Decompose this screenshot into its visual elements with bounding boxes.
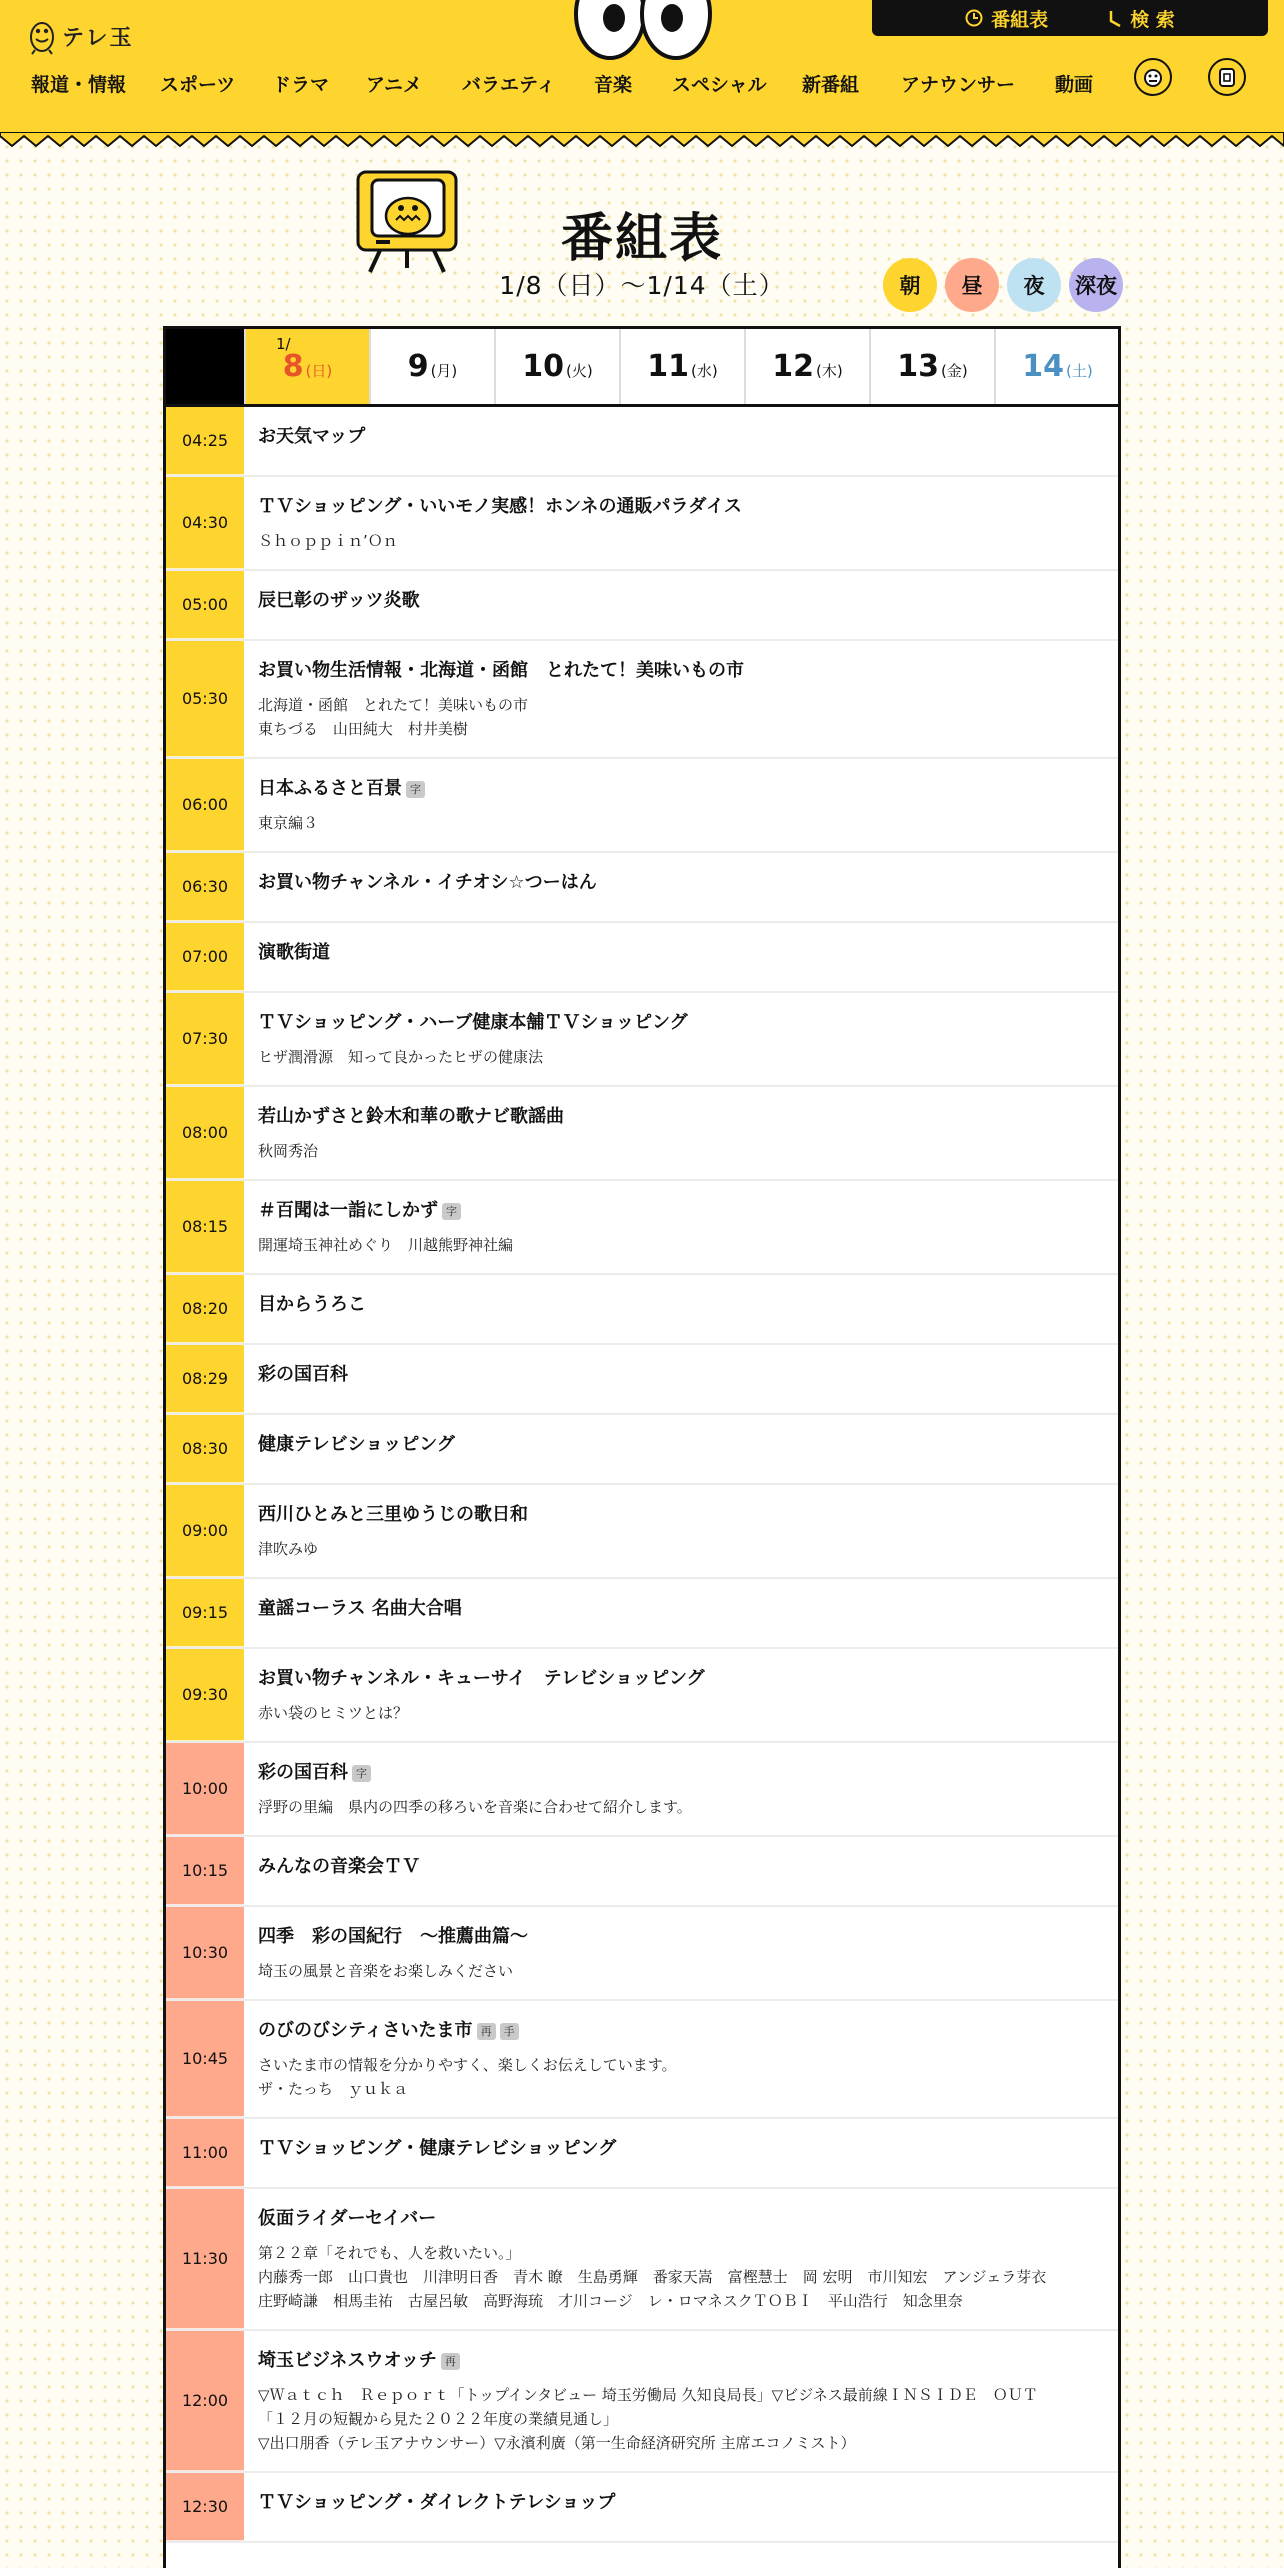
program-description-line: さいたま市の情報を分かりやすく、楽しくお伝えしています。 — [258, 2056, 677, 2074]
day-tab[interactable] — [244, 329, 369, 404]
day-tab-weekday: (水) — [691, 362, 718, 380]
program-title-link[interactable] — [258, 1925, 1104, 1949]
program-description-line: 東京編３ — [258, 814, 319, 832]
program-description — [258, 1045, 1104, 1069]
program-badge: 再 — [477, 2023, 496, 2040]
program-content — [244, 923, 1118, 991]
program-description — [258, 529, 1104, 553]
program-row — [166, 1275, 1118, 1345]
program-content — [244, 407, 1118, 475]
site-logo[interactable] — [28, 14, 134, 58]
program-description — [258, 1233, 1104, 1257]
program-time: 08:00 — [166, 1087, 244, 1179]
program-description-line: 赤い袋のヒミツとは？ — [258, 1704, 409, 1722]
day-tab-date: 13 — [897, 349, 940, 384]
clock-icon — [965, 9, 983, 27]
nav-sports[interactable]: スポーツ — [160, 74, 236, 96]
program-description — [258, 2053, 1104, 2101]
program-time: 08:29 — [166, 1345, 244, 1413]
program-content — [244, 1485, 1118, 1577]
program-content — [244, 1837, 1118, 1905]
day-tab[interactable] — [369, 329, 494, 404]
program-time: 08:15 — [166, 1181, 244, 1273]
nav-drama[interactable]: ドラマ — [272, 74, 330, 96]
tod-noon-button[interactable]: 昼 — [945, 258, 999, 312]
program-title: 埼玉ビジネスウオッチ — [258, 2350, 437, 2371]
program-description-line: 内藤秀一郎 山口貴也 川津明日香 青木 瞭 生島勇輝 番家天嵩 富樫慧士 岡 宏明 市川知宏 アンジェラ芽衣 — [258, 2268, 1047, 2286]
tele-tama-mascot-icon[interactable] — [1134, 58, 1172, 96]
nav-announcers[interactable]: アナウンサー — [901, 74, 1016, 96]
program-title: 日本ふるさと百景 — [258, 778, 402, 799]
program-title-link[interactable] — [258, 495, 1104, 519]
program-description — [258, 2241, 1104, 2313]
program-time: 07:00 — [166, 923, 244, 991]
program-content — [244, 571, 1118, 639]
program-row — [166, 853, 1118, 923]
program-row — [166, 477, 1118, 571]
program-time: 04:30 — [166, 477, 244, 569]
program-description — [258, 693, 1104, 741]
logo-text: テレ玉 — [62, 25, 134, 51]
program-title-link[interactable] — [258, 589, 1104, 613]
program-description — [258, 2383, 1104, 2455]
program-title: のびのびシティさいたま市 — [258, 2020, 473, 2041]
program-title-link[interactable] — [258, 1293, 1104, 1317]
schedule-link-label: 番組表 — [991, 8, 1049, 31]
program-title: 辰巳彰のザッツ炎歌 — [258, 590, 420, 611]
program-content — [244, 1907, 1118, 1999]
day-tab[interactable] — [869, 329, 994, 404]
program-time: 04:25 — [166, 407, 244, 475]
program-row — [166, 923, 1118, 993]
program-row — [166, 1485, 1118, 1579]
program-time: 10:15 — [166, 1837, 244, 1905]
day-tab-weekday: (月) — [430, 362, 458, 380]
nav-music[interactable]: 音楽 — [594, 74, 633, 96]
program-row — [166, 407, 1118, 477]
program-title: 仮面ライダーセイバー — [258, 2208, 437, 2229]
program-title-link[interactable] — [258, 1855, 1104, 1879]
program-description-line: 埼玉の風景と音楽をお楽しみください — [258, 1962, 514, 1980]
program-time: 10:45 — [166, 2001, 244, 2117]
program-title: みんなの音楽会ＴＶ — [258, 1856, 420, 1877]
program-description — [258, 1139, 1104, 1163]
program-title-link[interactable] — [258, 2349, 1104, 2373]
program-title: ＴＶショッピング・健康テレビショッピング — [258, 2138, 617, 2159]
program-content — [244, 1743, 1118, 1835]
program-description-line: 北海道・函館 とれたて！美味いもの市 — [258, 696, 529, 714]
program-title: 彩の国百科 — [258, 1762, 348, 1783]
day-tab[interactable] — [619, 329, 744, 404]
mascot-eyes-icon — [568, 0, 718, 62]
program-description — [258, 1701, 1104, 1725]
program-description-line: 第２２章「それでも、人を救いたい。」 — [258, 2244, 521, 2262]
day-tab-date: 12 — [772, 349, 815, 384]
day-tab-weekday: (火) — [566, 362, 593, 380]
program-time: 12:30 — [166, 2473, 244, 2541]
program-description-line: 庄野崎謙 相馬圭祐 古屋呂敏 高野海琉 才川コージ レ・ロマネスクＴＯＢＩ 平山浩行 知念里奈 — [258, 2292, 963, 2310]
program-content — [244, 1345, 1118, 1413]
day-tab-weekday: (土) — [1066, 362, 1093, 380]
program-row — [166, 2189, 1118, 2331]
program-time: 05:00 — [166, 571, 244, 639]
nav-special[interactable]: スペシャル — [672, 74, 767, 96]
day-tabs — [166, 329, 1118, 407]
program-content — [244, 2001, 1118, 2117]
program-title-link[interactable] — [258, 1761, 1104, 1785]
program-description-line: Ｓｈｏｐｐｉｎ’Ｏｎ — [258, 532, 398, 550]
nav-videos[interactable]: 動画 — [1055, 74, 1094, 96]
program-schedule — [163, 326, 1121, 2568]
program-time: 05:30 — [166, 641, 244, 757]
program-title: ＃百聞は一詣にしかず — [258, 1200, 438, 1221]
program-title-link[interactable] — [258, 871, 1104, 895]
program-time: 08:20 — [166, 1275, 244, 1343]
program-content — [244, 2473, 1118, 2541]
program-title-link[interactable] — [258, 777, 1104, 801]
date-range: 1/8（日）〜1/14（土） — [499, 271, 785, 300]
program-row — [166, 993, 1118, 1087]
search-link-label: 検 索 — [1130, 8, 1175, 31]
day-tab[interactable] — [994, 329, 1119, 404]
program-title: 演歌街道 — [258, 942, 330, 963]
program-description-line: ザ・たっち ｙｕｋａ — [258, 2080, 409, 2098]
program-description-line: 秋岡秀治 — [258, 1142, 319, 1160]
program-row — [166, 1579, 1118, 1649]
day-tab-weekday: (木) — [816, 362, 843, 380]
header-zigzag-edge — [0, 132, 1284, 148]
program-time: 12:00 — [166, 2331, 244, 2471]
tod-morning-button[interactable]: 朝 — [883, 258, 937, 312]
program-row — [166, 571, 1118, 641]
program-row — [166, 2331, 1118, 2473]
day-tab[interactable] — [744, 329, 869, 404]
schedule-link[interactable] — [965, 5, 1048, 32]
day-tab-date: 9 — [407, 349, 429, 384]
program-description-line: ▽Ｗａｔｃｈ Ｒｅｐｏｒｔ「トップインタビュー 埼玉労働局 久知良局長」▽ビジネス最前線ＩＮＳＩＤＥ ＯＵＴ — [258, 2386, 1038, 2404]
program-time: 11:30 — [166, 2189, 244, 2329]
program-title-link[interactable] — [258, 1199, 1104, 1223]
program-title: 童謡コーラス 名曲大合唱 — [258, 1598, 462, 1619]
program-content — [244, 1087, 1118, 1179]
program-title-link[interactable] — [258, 659, 1104, 683]
nav-variety[interactable]: バラエティ — [462, 74, 556, 96]
program-content — [244, 2119, 1118, 2187]
day-tab-date: 11 — [647, 349, 690, 384]
program-row — [166, 2119, 1118, 2189]
program-title: 西川ひとみと三里ゆうじの歌日和 — [258, 1504, 528, 1525]
program-row — [166, 1415, 1118, 1485]
program-time: 11:00 — [166, 2119, 244, 2187]
program-row — [166, 1907, 1118, 2001]
program-title: お買い物生活情報・北海道・函館 とれたて！美味いもの市 — [258, 660, 744, 681]
day-tab-date: 8 — [282, 349, 304, 384]
nav-news[interactable]: 報道・情報 — [31, 74, 127, 96]
program-description — [258, 811, 1104, 835]
program-title-link[interactable] — [258, 2207, 1104, 2231]
search-icon — [1108, 9, 1122, 27]
program-content — [244, 993, 1118, 1085]
program-row — [166, 1837, 1118, 1907]
program-description — [258, 1959, 1104, 1983]
day-tab[interactable] — [494, 329, 619, 404]
program-title-link[interactable] — [258, 2019, 1104, 2043]
program-description — [258, 1795, 1104, 1819]
program-row — [166, 759, 1118, 853]
nav-anime[interactable]: アニメ — [366, 74, 423, 96]
program-badge: 字 — [406, 781, 425, 798]
program-content — [244, 1275, 1118, 1343]
program-content — [244, 2189, 1118, 2329]
search-link[interactable] — [1108, 5, 1175, 32]
tele-tama-logo-icon — [28, 17, 56, 55]
program-description-line: 津吹みゆ — [258, 1540, 319, 1558]
program-title: 彩の国百科 — [258, 1364, 348, 1385]
program-description-line: 東ちづる 山田純大 村井美樹 — [258, 720, 468, 738]
program-content — [244, 477, 1118, 569]
program-time: 06:00 — [166, 759, 244, 851]
program-title: お買い物チャンネル・キューサイ テレビショッピング — [258, 1668, 705, 1689]
program-description-line: 浮野の里編 県内の四季の移ろいを音楽に合わせて紹介します。 — [258, 1798, 692, 1816]
day-tab-date: 10 — [522, 349, 565, 384]
program-content — [244, 2331, 1118, 2471]
program-list — [166, 407, 1118, 2543]
program-time: 09:00 — [166, 1485, 244, 1577]
nav-new-programs[interactable]: 新番組 — [802, 74, 860, 96]
day-tab-date: 14 — [1022, 349, 1065, 384]
program-title: 四季 彩の国紀行 ～推薦曲篇～ — [258, 1926, 528, 1947]
program-time: 10:30 — [166, 1907, 244, 1999]
program-content — [244, 1649, 1118, 1741]
program-content — [244, 853, 1118, 921]
program-row — [166, 2001, 1118, 2119]
program-row — [166, 1181, 1118, 1275]
program-row — [166, 1743, 1118, 1837]
program-title: 健康テレビショッピング — [258, 1434, 455, 1455]
program-title-link[interactable] — [258, 1667, 1104, 1691]
top-utility-bar — [872, 0, 1268, 36]
program-row — [166, 1345, 1118, 1415]
tod-night-button[interactable]: 夜 — [1007, 258, 1061, 312]
tele-tama-ball-icon[interactable] — [1208, 58, 1246, 96]
program-time: 07:30 — [166, 993, 244, 1085]
program-title: お天気マップ — [258, 426, 366, 447]
program-description — [258, 1537, 1104, 1561]
program-time: 08:30 — [166, 1415, 244, 1483]
program-description-line: 開運埼玉神社めぐり 川越熊野神社編 — [258, 1236, 514, 1254]
program-time: 09:15 — [166, 1579, 244, 1647]
program-row — [166, 1087, 1118, 1181]
program-title: ＴＶショッピング・いいモノ実感！ホンネの通販パラダイス — [258, 496, 742, 517]
page-title: 番組表 — [560, 209, 723, 269]
day-tabs-corner — [166, 329, 244, 404]
main-nav — [0, 66, 1284, 102]
program-description-line: ヒザ潤滑源 知って良かったヒザの健康法 — [258, 1048, 544, 1066]
program-content — [244, 641, 1118, 757]
program-content — [244, 1415, 1118, 1483]
tod-latenight-button[interactable]: 深夜 — [1069, 258, 1123, 312]
site-header — [0, 0, 1284, 138]
day-tab-weekday: (日) — [305, 362, 333, 380]
program-badge: 字 — [442, 1203, 461, 1220]
program-row — [166, 2473, 1118, 2543]
program-title-link[interactable] — [258, 941, 1104, 965]
program-time: 10:00 — [166, 1743, 244, 1835]
program-row — [166, 1649, 1118, 1743]
program-badge: 再 — [441, 2353, 460, 2370]
program-title-link[interactable] — [258, 2137, 1104, 2161]
program-title-link[interactable] — [258, 1363, 1104, 1387]
program-title: ＴＶショッピング・ハーブ健康本舗ＴＶショッピング — [258, 1012, 688, 1033]
program-title-link[interactable] — [258, 1503, 1104, 1527]
program-time: 09:30 — [166, 1649, 244, 1741]
program-title: 若山かずさと鈴木和華の歌ナビ歌謡曲 — [258, 1106, 564, 1127]
program-badge: 手 — [500, 2023, 519, 2040]
program-content — [244, 1579, 1118, 1647]
program-title: 目からうろこ — [258, 1294, 366, 1315]
program-content — [244, 1181, 1118, 1273]
program-title-link[interactable] — [258, 1105, 1104, 1129]
day-tab-weekday: (金) — [941, 362, 968, 380]
program-time: 06:30 — [166, 853, 244, 921]
program-badge: 字 — [352, 1765, 371, 1782]
program-title-link[interactable] — [258, 1597, 1104, 1621]
program-description-line: ▽出口朋香（テレ玉アナウンサー）▽永濱利廣（第一生命経済研究所 主席エコノミスト） — [258, 2434, 856, 2452]
program-title-link[interactable] — [258, 1433, 1104, 1457]
program-title: お買い物チャンネル・イチオシ☆つーはん — [258, 872, 597, 893]
program-title-link[interactable] — [258, 1011, 1104, 1035]
day-tab-month: 1/ — [276, 335, 291, 353]
program-content — [244, 759, 1118, 851]
program-title: ＴＶショッピング・ダイレクトテレショップ — [258, 2492, 616, 2513]
program-title-link[interactable] — [258, 425, 1104, 449]
program-row — [166, 641, 1118, 759]
program-title-link[interactable] — [258, 2491, 1104, 2515]
program-description-line: 「１２月の短観から見た２０２２年度の業績見通し」 — [258, 2410, 619, 2428]
